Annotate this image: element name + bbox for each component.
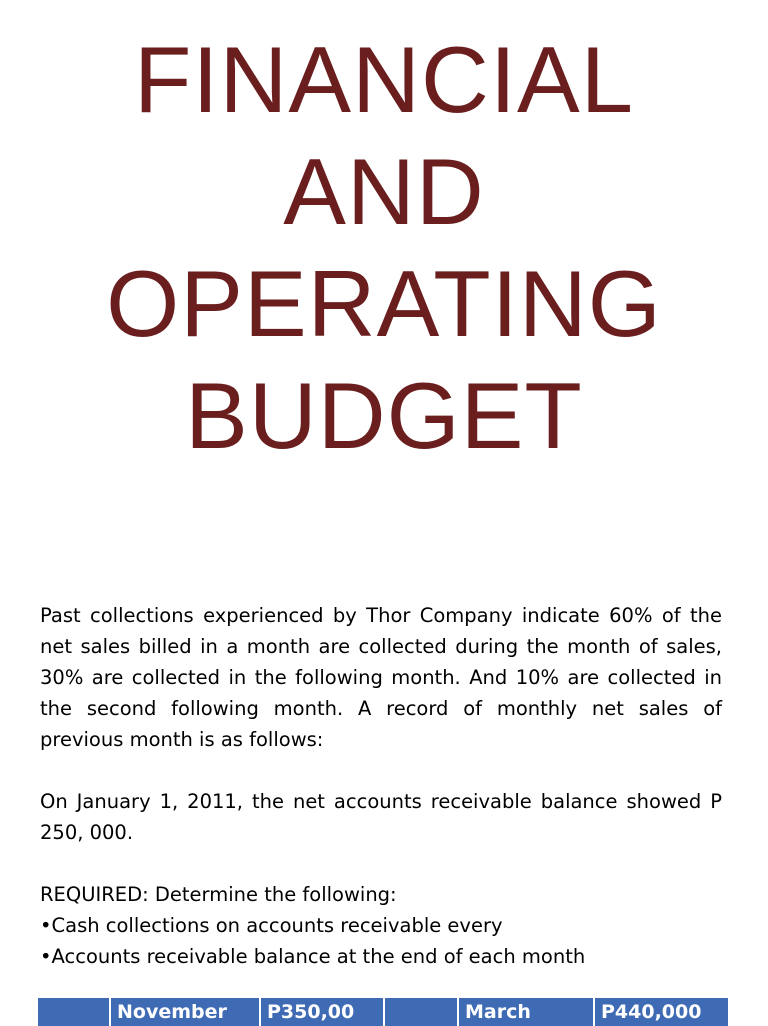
problem-paragraph: Past collections experienced by Thor Company indicate 60% of the net sales billed in a month are collected during the month of sales, 30% are collected in the following month. And 10% are collected in the second following month. A record of monthly net sales of previous month is as follows: bbox=[40, 604, 722, 751]
table-cell bbox=[384, 998, 458, 1026]
page-title bbox=[0, 24, 768, 472]
table-cell-month: March bbox=[458, 998, 594, 1026]
monthly-sales-table bbox=[38, 998, 728, 1026]
receivable-balance-paragraph: On January 1, 2011, the net accounts receivable balance showed P 250, 000. bbox=[40, 790, 722, 844]
title-line: BUDGET bbox=[185, 363, 583, 468]
title-line: FINANCIAL bbox=[134, 27, 634, 132]
table-cell-amount: P350,00 bbox=[260, 998, 384, 1026]
title-line: OPERATING bbox=[106, 251, 662, 356]
table-cell-month: November bbox=[110, 998, 260, 1026]
table-cell-amount: P440,000 bbox=[594, 998, 728, 1026]
title-line: AND bbox=[283, 139, 485, 244]
problem-statement bbox=[40, 600, 722, 972]
required-heading: REQUIRED: Determine the following: bbox=[40, 883, 397, 906]
table-cell bbox=[38, 998, 110, 1026]
required-item: •Accounts receivable balance at the end of each month bbox=[40, 945, 586, 968]
table-row bbox=[38, 998, 728, 1026]
required-item: •Cash collections on accounts receivable every bbox=[40, 914, 503, 937]
